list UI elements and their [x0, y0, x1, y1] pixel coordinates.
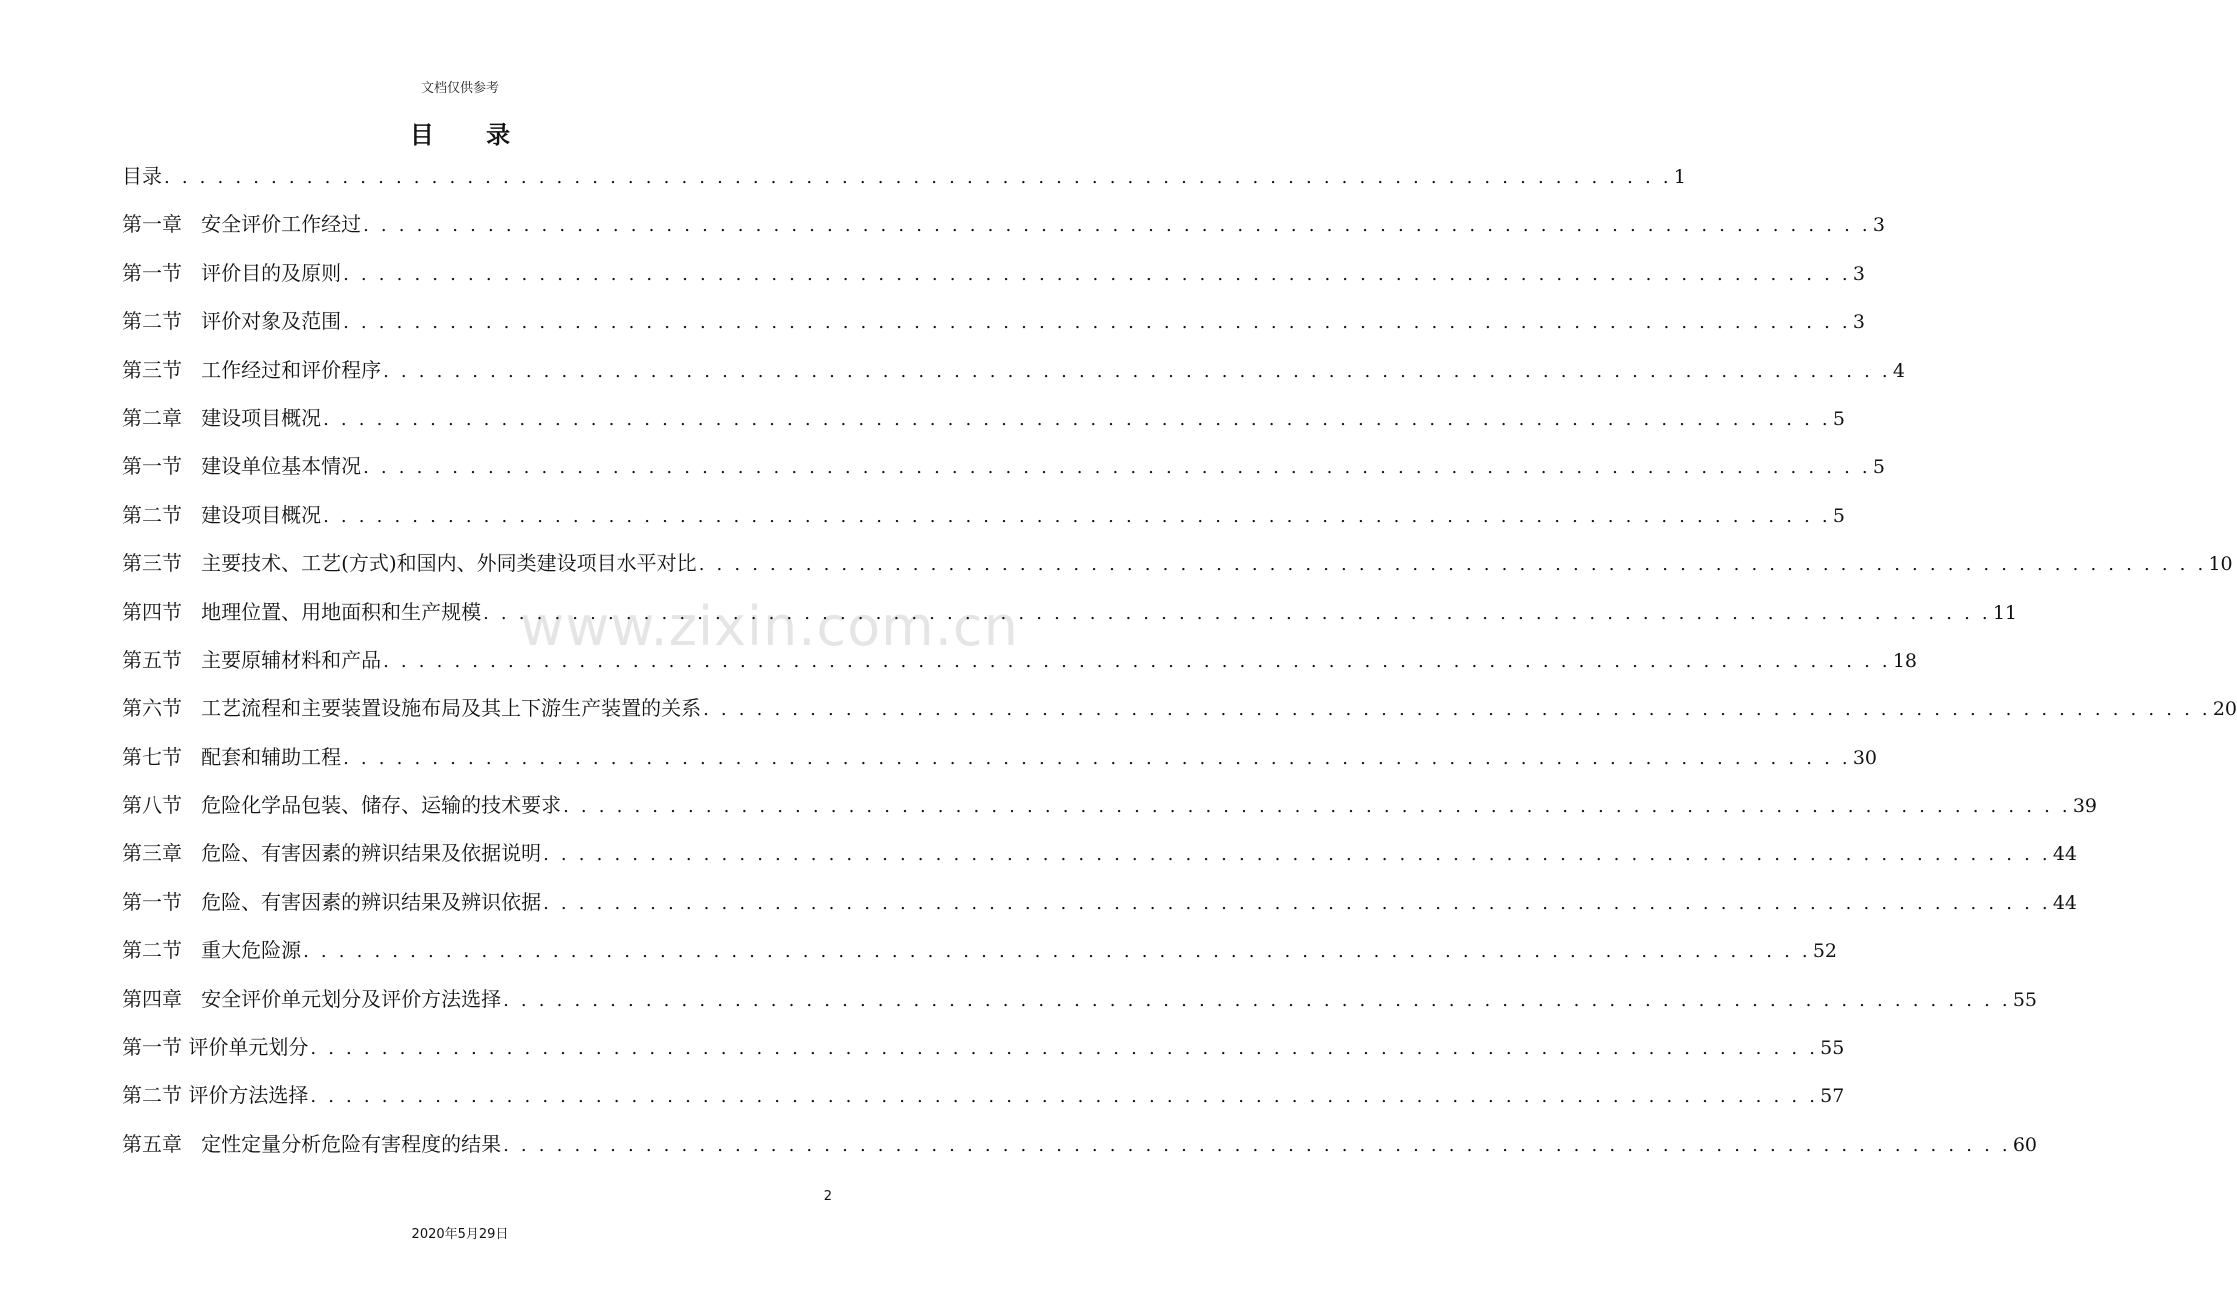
toc-page: 4 — [1892, 359, 1905, 382]
toc-page: 30 — [1852, 746, 1878, 769]
toc-label: 目录 — [122, 164, 162, 188]
toc-label: 第一节 建设单位基本情况 — [122, 454, 362, 479]
toc-label: 第四节 地理位置、用地面积和生产规模 — [122, 599, 482, 624]
dot-leader — [543, 893, 2051, 914]
toc-label: 第三节 工作经过和评价程序 — [122, 357, 382, 382]
header-note: 文档仅供参考 — [420, 81, 499, 96]
toc-entry[interactable] — [122, 208, 1885, 256]
page-number: 2 — [823, 1189, 832, 1204]
toc-label: 第七节 配套和辅助工程 — [122, 744, 342, 769]
toc-page: 10 — [2208, 553, 2233, 576]
toc-entry[interactable] — [122, 1031, 1845, 1079]
toc-label: 第一节 危险、有害因素的辨识结果及辨识依据 — [122, 889, 542, 914]
dot-leader — [383, 651, 1891, 672]
toc-page: 57 — [1820, 1085, 1845, 1108]
dot-leader — [363, 215, 1871, 236]
toc-entry[interactable] — [122, 160, 1686, 208]
toc-label: 第六节 工艺流程和主要装置设施布局及其上下游生产装置的关系 — [122, 696, 702, 721]
toc-page: 5 — [1872, 456, 1885, 479]
toc-label: 第二章 建设项目概况 — [122, 405, 322, 430]
toc-entry[interactable] — [122, 450, 1885, 498]
page-title: 目 录 — [409, 120, 533, 149]
dot-leader — [343, 264, 1851, 285]
dot-leader — [323, 506, 1831, 527]
toc-entry[interactable] — [122, 934, 1838, 982]
toc-entry[interactable] — [122, 837, 2078, 885]
dot-leader — [310, 1038, 1818, 1059]
dot-leader — [343, 748, 1851, 769]
toc-label: 第三节 主要技术、工艺(方式)和国内、外同类建设项目水平对比 — [122, 551, 697, 576]
dot-leader — [503, 1135, 2011, 1156]
toc-entry[interactable] — [122, 644, 1918, 692]
toc-page: 3 — [1852, 262, 1865, 285]
toc-label: 第五节 主要原辅材料和产品 — [122, 647, 382, 672]
toc-page: 44 — [2052, 843, 2078, 866]
toc-page: 20 — [2212, 698, 2237, 721]
dot-leader — [503, 990, 2011, 1011]
toc-page: 55 — [1820, 1037, 1845, 1060]
toc-entry[interactable] — [122, 305, 1865, 353]
toc-page: 3 — [1852, 311, 1865, 334]
dot-leader — [383, 361, 1891, 382]
dot-leader — [303, 941, 1811, 962]
toc-page: 11 — [1992, 601, 2018, 624]
toc-page: 60 — [2012, 1133, 2038, 1156]
toc-entry[interactable] — [122, 354, 1905, 402]
toc-label: 第八节 危险化学品包装、储存、运输的技术要求 — [122, 793, 562, 818]
toc-entry[interactable] — [122, 402, 1845, 450]
dot-leader — [563, 796, 2071, 817]
dot-leader — [343, 312, 1851, 333]
dot-leader — [310, 1086, 1818, 1107]
dot-leader — [323, 409, 1831, 430]
toc-entry[interactable] — [122, 547, 2233, 595]
dot-leader — [543, 844, 2051, 865]
toc-label: 第二节 评价对象及范围 — [122, 309, 342, 334]
toc-entry[interactable] — [122, 499, 1845, 547]
toc-label: 第三章 危险、有害因素的辨识结果及依据说明 — [122, 841, 542, 866]
toc-entry[interactable] — [122, 692, 2237, 740]
dot-leader — [363, 457, 1871, 478]
toc-label: 第一节 评价单元划分 — [122, 1035, 309, 1060]
footer-date: 2020年5月29日 — [411, 1227, 509, 1242]
toc-page: 5 — [1832, 407, 1845, 430]
toc-label: 第二节 评价方法选择 — [122, 1083, 309, 1108]
toc-entry[interactable] — [122, 257, 1865, 305]
toc-label: 第一章 安全评价工作经过 — [122, 212, 362, 237]
toc-entry[interactable] — [122, 1128, 2038, 1176]
dot-leader — [699, 554, 2207, 575]
toc-entry[interactable] — [122, 886, 2078, 934]
toc-entry[interactable] — [122, 789, 2098, 837]
dot-leader — [164, 167, 1672, 188]
table-of-contents — [122, 160, 2237, 1176]
toc-page: 55 — [2012, 988, 2038, 1011]
dot-leader — [703, 699, 2211, 720]
toc-entry[interactable] — [122, 741, 1878, 789]
toc-page: 18 — [1892, 649, 1918, 672]
toc-page: 5 — [1832, 504, 1845, 527]
toc-page: 1 — [1673, 166, 1686, 188]
toc-label: 第五章 定性定量分析危险有害程度的结果 — [122, 1131, 502, 1156]
toc-label: 第一节 评价目的及原则 — [122, 260, 342, 285]
toc-entry[interactable] — [122, 983, 2038, 1031]
toc-entry[interactable] — [122, 1079, 1845, 1127]
toc-label: 第二节 重大危险源 — [122, 938, 302, 963]
toc-page: 3 — [1872, 214, 1885, 237]
toc-label: 第四章 安全评价单元划分及评价方法选择 — [122, 986, 502, 1011]
toc-page: 44 — [2052, 891, 2078, 914]
toc-label: 第二节 建设项目概况 — [122, 502, 322, 527]
watermark: www.zixin.com.cn — [520, 595, 1019, 658]
toc-page: 52 — [1812, 940, 1838, 963]
dot-leader — [483, 603, 1991, 624]
toc-page: 39 — [2072, 795, 2098, 818]
